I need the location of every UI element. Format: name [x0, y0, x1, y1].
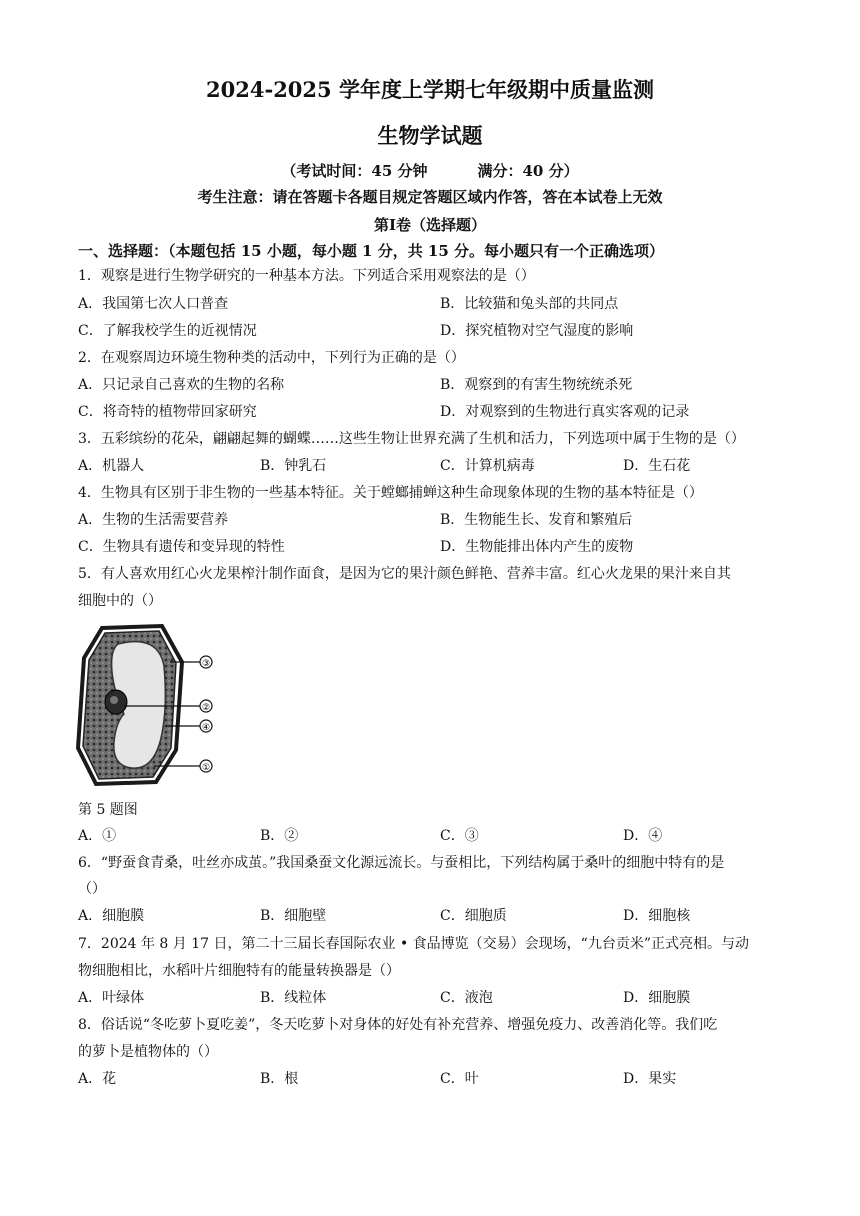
question-6-stem-line-2: （）	[78, 881, 106, 897]
plant-cell-diagram	[74, 622, 224, 788]
question-4-option-c: C．生物具有遗传和变异现的特性	[78, 539, 285, 555]
exam-time: （考试时间：45 分钟	[281, 162, 428, 180]
question-3-option-b: B．钟乳石	[260, 458, 327, 474]
question-3-option-d: D．生石花	[623, 458, 691, 474]
figure-label-4: ④	[201, 723, 211, 733]
question-5-option-b: B．②	[260, 828, 299, 844]
question-7-option-b: B．线粒体	[260, 990, 327, 1006]
volume-heading: 第Ⅰ卷（选择题）	[373, 216, 487, 234]
question-8-option-a: A．花	[78, 1071, 117, 1087]
question-6-option-c: C．细胞质	[440, 908, 507, 924]
question-8-option-c: C．叶	[440, 1071, 479, 1087]
question-4-option-b: B．生物能生长、发育和繁殖后	[440, 512, 633, 528]
question-6-option-d: D．细胞核	[623, 908, 691, 924]
question-1-stem: 1．观察是进行生物学研究的一种基本方法。下列适合采用观察法的是（）	[78, 268, 535, 284]
question-2-option-c: C．将奇特的植物带回家研究	[78, 404, 257, 420]
question-5-option-d: D．④	[623, 828, 663, 844]
question-8-stem-line-2: 的萝卜是植物体的（）	[78, 1044, 218, 1060]
exam-title: 2024-2025 学年度上学期七年级期中质量监测	[206, 77, 654, 102]
question-5-stem-line-1: 5．有人喜欢用红心火龙果榨汁制作面食，是因为它的果汁颜色鲜艳、营养丰富。红心火龙果的果汁来自其	[78, 566, 731, 582]
question-5-option-a: A．①	[78, 828, 117, 844]
question-1-option-b: B．比较猫和兔头部的共同点	[440, 296, 619, 312]
question-7-option-c: C．液泡	[440, 990, 493, 1006]
question-6-option-a: A．细胞膜	[78, 908, 145, 924]
question-4-stem: 4．生物具有区别于非生物的一些基本特征。关于螳螂捕蝉这种生命现象体现的生物的基本特征是（）	[78, 485, 703, 501]
question-7-option-d: D．细胞膜	[623, 990, 691, 1006]
question-3-stem: 3．五彩缤纷的花朵，翩翩起舞的蝴蝶……这些生物让世界充满了生机和活力，下列选项中属于生物的是（）	[78, 431, 745, 447]
figure-caption: 第 5 题图	[78, 802, 138, 818]
question-3-option-a: A．机器人	[78, 458, 145, 474]
question-1-option-c: C．了解我校学生的近视情况	[78, 323, 257, 339]
question-7-option-a: A．叶绿体	[78, 990, 145, 1006]
exam-meta	[0, 160, 860, 181]
question-5-stem-line-2: 细胞中的（）	[78, 593, 162, 609]
figure-label-3: ③	[201, 659, 211, 669]
question-2-option-a: A．只记录自己喜欢的生物的名称	[78, 377, 285, 393]
question-8-stem-line-1: 8．俗话说“冬吃萝卜夏吃姜”，冬天吃萝卜对身体的好处有补充营养、增强免疫力、改善消化等。我们吃	[78, 1017, 718, 1033]
question-1-option-d: D．探究植物对空气湿度的影响	[440, 323, 634, 339]
question-1-option-a: A．我国第七次人口普查	[78, 296, 229, 312]
nucleolus	[110, 696, 118, 704]
exam-notice: 考生注意：请在答题卡各题目规定答题区域内作答，答在本试卷上无效	[197, 188, 663, 206]
question-7-stem-line-2: 物细胞相比，水稻叶片细胞特有的能量转换器是（）	[78, 963, 400, 979]
section-heading: 一、选择题：（本题包括 15 小题，每小题 1 分，共 15 分。每小题只有一个正确选项）	[78, 242, 665, 260]
question-8-option-b: B．根	[260, 1071, 299, 1087]
question-6-option-b: B．细胞壁	[260, 908, 327, 924]
question-6-stem-line-1: 6．“野蚕食青桑，吐丝亦成茧。”我国桑蚕文化源远流长。与蚕相比，下列结构属于桑叶的细胞中特有的是	[78, 855, 725, 871]
question-7-stem-line-1: 7．2024 年 8 月 17 日，第二十三届长春国际农业 • 食品博览（交易）会现场，“九台贡米”正式亮相。与动	[78, 936, 749, 952]
question-8-option-d: D．果实	[623, 1071, 677, 1087]
figure-label-2: ②	[201, 703, 211, 713]
question-4-option-a: A．生物的生活需要营养	[78, 512, 229, 528]
question-3-option-c: C．计算机病毒	[440, 458, 535, 474]
question-4-option-d: D．生物能排出体内产生的废物	[440, 539, 634, 555]
question-5-option-c: C．③	[440, 828, 479, 844]
full-score: 满分：40 分）	[477, 162, 579, 180]
question-2-option-b: B．观察到的有害生物统统杀死	[440, 377, 633, 393]
question-2-stem: 2．在观察周边环境生物种类的活动中，下列行为正确的是（）	[78, 350, 465, 366]
question-2-option-d: D．对观察到的生物进行真实客观的记录	[440, 404, 690, 420]
exam-subtitle: 生物学试题	[377, 123, 483, 148]
figure-label-1: ①	[201, 763, 211, 773]
